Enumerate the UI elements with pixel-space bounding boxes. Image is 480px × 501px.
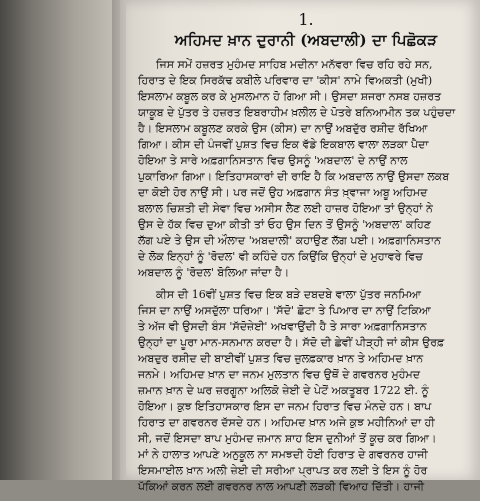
paragraph-line: ਪੁਕਾਰਿਆ ਗਿਆ। ਇਤਿਹਾਸਕਾਰਾਂ ਦੀ ਰਾਇ ਹੈ ਕਿ ਅਬਦਾਲ ਨਾਉਂ ਉਸਦਾ ਲਕਬ xyxy=(138,170,450,183)
paragraph-line: ਮਾਂ ਨੇ ਹਾਲਾਤ ਆਪਣੇ ਅਨੁਕੂਲ ਨਾ ਸਮਝਦੀ ਹੋਈ ਹਿਰਾਤ ਦੇ ਗਵਰਨਰ ਹਾਜੀ xyxy=(138,448,428,461)
paragraph-line: ਗਿਆ। ਕੀਸ ਦੀ ਪੰਜਵੀਂ ਪੁਸ਼ਤ ਵਿਚ ਇਕ ਵੱਡੇ ਇਕਬਾਲ ਵਾਲਾ ਲੜਕਾ ਪੈਦਾ xyxy=(138,138,429,151)
paragraph-line: ਹੋਇਆ। ਕੁਝ ਇਤਿਹਾਸਕਾਰ ਇਸ ਦਾ ਜਨਮ ਹਿਰਾਤ ਵਿਚ ਮੰਨਦੇ ਹਨ। ਬਾਪ xyxy=(138,400,432,413)
paragraph-line: ਸੀ, ਜਦੋਂ ਇਸਦਾ ਬਾਪ ਮੁਹੰਮਦ ਜ਼ਮਾਨ ਸ਼ਾਹ ਇਸ ਦੁਨੀਆਂ ਤੋਂ ਕੂਚ ਕਰ ਗਿਆ। xyxy=(138,432,437,445)
paragraph-line: ਜ਼ਮਾਨ ਖ਼ਾਨ ਦੇ ਘਰ ਜ਼ਰਗੂਨਾ ਅਲਿਕੋ ਜ਼ੇਈ ਦੇ ਪੇਟੋਂ ਅਕਤੂਬਰ 1722 ਈ. ਨੂੰ xyxy=(138,384,429,397)
paragraph-line: ਹੋਇਆ ਤੇ ਸਾਰੇ ਅਫ਼ਗਾਨਿਸਤਾਨ ਵਿਚ ਉਸਨੂੰ 'ਅਬਦਾਲ' ਦੇ ਨਾਉਂ ਨਾਲ xyxy=(138,154,408,167)
paragraph-line: ਅਬਦੁਰ ਰਸ਼ੀਦ ਦੀ ਬਾਈਵੀਂ ਪੁਸ਼ਤ ਵਿਚ ਜ਼ੁਲਫ਼ਕਾਰ ਖ਼ਾਨ ਤੇ ਅਹਿਮਦ ਖ਼ਾਨ xyxy=(138,352,424,365)
paragraph-line: ਲੱਗ ਪਏ ਤੇ ਉਸ ਦੀ ਔਲਾਦ 'ਅਬਦਾਲੀ' ਕਹਾਉਣ ਲੱਗ ਪਈ। ਅਫ਼ਗਾਨਿਸਤਾਨ xyxy=(138,234,441,247)
paragraph-line: ਜਿਸ ਦਾ ਨਾਉਂ ਅਸਦੁੱਲਾ ਧਰਿਆ। 'ਸੱਦੋ' ਛੋਟਾ ਤੇ ਪਿਆਰ ਦਾ ਨਾਉਂ ਟਿਕਿਆ xyxy=(138,304,431,317)
paragraph-line: ਇਸਮਾਈਲ ਖ਼ਾਨ ਅਲੀ ਜ਼ੇਈ ਦੀ ਸਰੀਆ ਪ੍ਰਾਪਤ ਕਰ ਲਈ ਤੇ ਇਸ ਨੂੰ ਹੋਰ xyxy=(138,464,428,477)
paragraph-line: ਇਸਲਾਮ ਕਬੂਲ ਕਰ ਕੇ ਮੁਸਲਮਾਨ ਹੋ ਗਿਆ ਸੀ। ਉਸਦਾ ਸ਼ਜਰਾ ਨਸਬ ਹਜ਼ਰਤ xyxy=(138,90,442,103)
paragraph-line: ਉਸ ਦੇ ਹੱਕ ਵਿਚ ਦੁਆ ਕੀਤੀ ਤਾਂ ਓਹ ਉਸ ਦਿਨ ਤੋਂ ਉਸਨੂੰ 'ਅਬਦਾਲ' ਕਹਿਣ xyxy=(138,218,431,231)
chapter-title: ਅਹਿਮਦ ਖ਼ਾਨ ਦੁਰਾਨੀ (ਅਬਦਾਲੀ) ਦਾ ਪਿਛੋਕੜ xyxy=(174,31,438,49)
paragraph-line: ਤੇ ਅੱਜ ਵੀ ਉਸਦੀ ਬੰਸ 'ਸੱਦੋਜ਼ੇਈ' ਅਖਵਾਉਂਦੀ ਹੈ ਤੇ ਸਾਰਾ ਅਫ਼ਗਾਨਿਸਤਾਨ xyxy=(138,320,427,333)
book-page xyxy=(126,0,480,493)
paragraph-line: ਦਾ ਕੋਈ ਹੋਰ ਨਾਉਂ ਸੀ। ਪਰ ਜਦੋਂ ਉਹ ਅਫ਼ਗਾਨ ਸੰਤ ਖ਼੍ਵਾਜਾ ਅਬੂ ਅਹਿਮਦ xyxy=(138,186,428,199)
paragraph-line: ਜਨਮੇ। ਅਹਿਮਦ ਖ਼ਾਨ ਦਾ ਜਨਮ ਮੁਲਤਾਨ ਵਿਚ ਉਥੋਂ ਦੇ ਗਵਰਨਰ ਮੁਹੰਮਦ xyxy=(138,368,421,381)
paragraph-2 xyxy=(138,287,474,495)
chapter-number: 1. xyxy=(298,10,314,29)
paragraph-line: ਕੀਸ ਦੀ 16ਵੀਂ ਪੁਸ਼ਤ ਵਿਚ ਇਕ ਬੜੇ ਦਬਦਬੇ ਵਾਲਾ ਪੁੱਤਰ ਜਨਮਿਆ xyxy=(156,288,421,301)
paragraph-line: ਹਿਰਾਤ ਦੇ ਇਕ ਸਿਰਕੱਢ ਕਬੀਲੇ ਪਰਿਵਾਰ ਦਾ 'ਕੀਸ' ਨਾਮੇ ਵਿਅਕਤੀ (ਮੁਖੀ) xyxy=(138,74,433,87)
left-page-edge xyxy=(0,0,120,480)
paragraph-line: ਜਿਸ ਸਮੇਂ ਹਜ਼ਰਤ ਮੁਹੰਮਦ ਸਾਹਿਬ ਮਦੀਨਾ ਮਨੱਵਰਾ ਵਿਚ ਰਹਿ ਰਹੇ ਸਨ, xyxy=(156,58,433,71)
paragraph-line: ਅਬਦਾਲ ਨੂੰ 'ਰੋਦਲ' ਬੋਲਿਆ ਜਾਂਦਾ ਹੈ। xyxy=(138,266,290,279)
paragraph-line: ਹੈ। ਇਸਲਾਮ ਕਬੂਲਣ ਕਰਕੇ ਉਸ (ਕੀਸ) ਦਾ ਨਾਉਂ ਅਬਦੁੱਰ ਰਸ਼ੀਦ ਰੱਖਿਆ xyxy=(138,122,428,135)
paragraph-line: ਦੇ ਲੋਕ ਇਨ੍ਹਾਂ ਨੂੰ 'ਰੋਦਲ' ਵੀ ਕਹਿੰਦੇ ਹਨ ਕਿਉਂਕਿ ਉਨ੍ਹਾਂ ਦੇ ਮੁਹਾਵਰੇ ਵਿਚ xyxy=(138,250,423,263)
paragraph-line: ਬਲਾਲ ਚਿਸ਼ਤੀ ਦੀ ਸੇਵਾ ਵਿਚ ਅਸੀਸ ਲੈਣ ਲਈ ਹਾਜ਼ਰ ਹੋਇਆ ਤਾਂ ਉਨ੍ਹਾਂ ਨੇ xyxy=(138,202,433,215)
page-content xyxy=(138,10,474,501)
paragraph-1 xyxy=(138,57,474,281)
paragraph-line: ਉਨ੍ਹਾਂ ਦਾ ਪੂਰਾ ਮਾਨ-ਸਨਮਾਨ ਕਰਦਾ ਹੈ। ਸੱਦੋ ਦੀ ਛੇਵੀਂ ਪੀੜ੍ਹੀ ਜਾਂ ਕੀਸ ਉਰਫ਼ xyxy=(138,336,445,349)
paragraph-line: ਹਿਰਾਤ ਦਾ ਗਵਰਨਰ ਦੱਸਦੇ ਹਨ। ਅਹਿਮਦ ਖ਼ਾਨ ਅਜੇ ਕੁਝ ਮਹੀਨਿਆਂ ਦਾ ਹੀ xyxy=(138,416,435,429)
paragraph-line: ਪੱਕਿਆਂ ਕਰਨ ਲਈ ਗਵਰਨਰ ਨਾਲ ਆਪਣੀ ਲੜਕੀ ਵਿਆਹ ਦਿੱਤੀ। ਹਾਜੀ xyxy=(138,480,425,493)
paragraph-line: ਯਾਕੂਬ ਦੇ ਪੁੱਤਰ ਤੇ ਹਜ਼ਰਤ ਇਬਰਾਹੀਮ ਖ਼ਲੀਲ ਦੇ ਪੋਤਰੇ ਬਨਿਆਮੀਨ ਤਕ ਪਹੁੰਚਦਾ xyxy=(138,106,456,119)
